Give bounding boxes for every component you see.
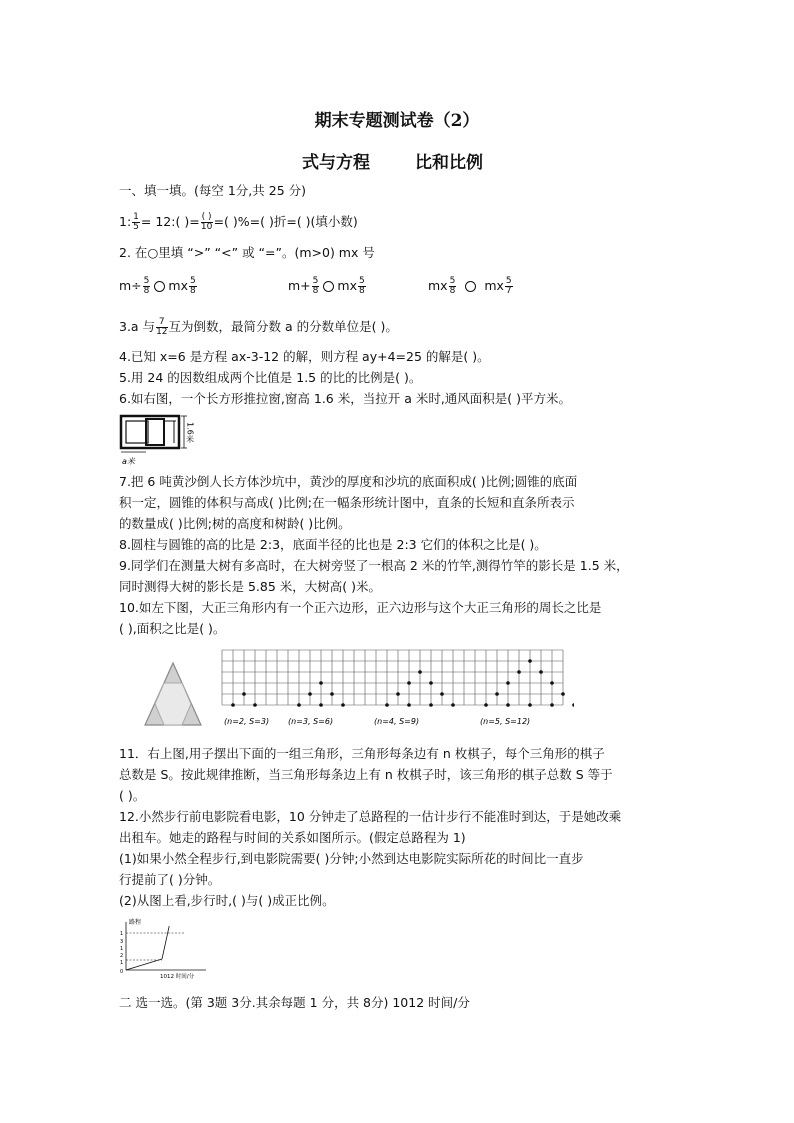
question-11-line-2: 总数是 S。按此规律推断，当三角形每条边上有 n 枚棋子时，该三角形的棋子总数 S 等于 [119,767,613,782]
graph-y-tick-3: 1 [120,946,124,952]
page-title: 期末专题测试卷（2） [314,111,480,131]
triangle-hexagon-figure [142,659,204,729]
chess-piece-dot [297,703,301,707]
chess-piece-dot [517,670,521,674]
graph-y-label: 路程 [129,919,142,926]
q2-compare-c: mx $\frac{5}{8}$ mx $\frac{5}{7}$ [428,276,512,296]
taxi-segment [162,926,169,959]
chess-piece-dot [385,703,389,707]
pattern-label-4: (n=5, S=12) [480,717,531,726]
chess-piece-dot [495,692,499,696]
chess-piece-dot [330,692,334,696]
question-8: 8.圆柱与圆锥的高的比是 2:3，底面半径的比也是 2:3 它们的体积之比是( )。 [119,537,547,552]
chess-piece-dot [341,703,345,707]
question-4: 4.已知 x=6 是方程 ax-3-12 的解，则方程 ay+4=25 的解是( )。 [119,349,490,364]
graph-x-label: 1012 时间/分 [160,974,195,980]
chess-piece-dot [418,670,422,674]
q3-fraction: $\frac{7}{12}$ [156,317,168,337]
section2-heading: 二 选一选。(第 3题 3分.其余每题 1 分，共 8分) 1012 时间/分 [119,995,470,1010]
question-9-line-1: 9.同学们在测量大树有多高时，在大树旁竖了一根高 2 米的竹竿,测得竹竿的影长是 1.5 米， [119,558,629,573]
question-7-line-3: 的数量成( )比例;树的高度和树龄( )比例。 [119,516,351,531]
chess-piece-dot [231,703,235,707]
graph-y-tick-5: 1 [120,960,124,966]
q1-fraction-2: $\frac{( )}{10}$ [200,212,213,232]
subtitle-ratio: 比和比例 [415,153,483,173]
question-12-line-4: 行提前了( )分钟。 [119,872,221,887]
question-3: 3.a 与 $\frac{7}{12}$ 互为倒数，最简分数 a 的分数单位是( )。 [119,317,398,337]
chess-piece-dot [308,692,312,696]
window-width-label: a米 [122,457,135,466]
chess-piece-dot [506,681,510,685]
chess-piece-dot [407,681,411,685]
question-12-line-1: 12.小然步行前电影院看电影，10 分钟走了总路程的一估计步行不能准时到达，于是她改乘 [119,809,622,824]
chess-piece-dot [319,681,323,685]
chess-piece-dot [440,692,444,696]
compare-circle[interactable] [154,281,165,292]
chess-piece-dot [506,703,510,707]
chess-piece-dot [319,703,323,707]
chess-piece-dot [550,703,554,707]
chess-piece-dot [396,692,400,696]
graph-y-tick-2: 3 [120,939,124,945]
pattern-label-2: (n=3, S=6) [288,717,334,726]
q1-fraction-1: $\frac{1}{5}$ [133,212,139,232]
graph-y-tick-4: 2 [120,953,124,959]
q2-compare-a: m÷ $\frac{5}{8}$ mx $\frac{5}{8}$ [119,276,196,296]
chess-piece-dot [242,692,246,696]
question-5: 5.用 24 的因数组成两个比值是 1.5 的比的比例是( )。 [119,370,422,385]
chess-piece-dot [484,703,488,707]
graph-y-tick-1: 1 [120,931,124,937]
q1-part1: 1: [119,214,132,229]
q1-part2: = 12:( )= [140,214,200,229]
question-12-line-3: (1)如果小然全程步行,到电影院需要( )分钟;小然到达电影院实际所花的时间比一直步 [119,851,584,866]
q2-compare-b: m+ $\frac{5}{8}$ mx $\frac{5}{8}$ [288,276,365,296]
chess-piece-dot [528,703,532,707]
question-7-line-1: 7.把 6 吨黄沙倒人长方体沙坑中，黄沙的厚度和沙坑的底面积成( )比例;圆锥的底面 [119,474,578,489]
distance-time-graph [118,916,210,980]
question-12-line-5: (2)从图上看,步行时,( )与( )成正比例。 [119,893,335,908]
question-12-line-2: 出租车。她走的路程与时间的关系如图所示。(假定总路程为 1) [119,830,466,845]
compare-circle[interactable] [465,281,476,292]
chess-piece-dot [253,703,257,707]
chess-piece-dot [550,681,554,685]
question-1 [119,212,358,232]
window-height-label: 1.6米 [185,422,195,443]
pattern-label-1: (n=2, S=3) [224,717,270,726]
question-2: 2. 在○里填 “>” “<” 或 “=”。(m>0) mx 号 [119,245,375,260]
chess-piece-dot [561,692,565,696]
chess-piece-dot [429,681,433,685]
chess-piece-dot [451,703,455,707]
question-9-line-2: 同时测得大树的影长是 5.85 米，大树高( )米。 [119,579,382,594]
q1-part3: =( )%=( )折=( )(填小数) [213,214,358,229]
chess-piece-dot [528,659,532,663]
question-7-line-2: 积一定，圆锥的体积与高成( )比例;在一幅条形统计图中，直条的长短和直条所表示 [119,495,575,510]
chess-piece-dot [429,703,433,707]
sliding-window-figure [118,412,198,468]
question-11-line-3: ( )。 [119,788,146,803]
section1-heading: 一、填一填。(每空 1分,共 25 分) [119,183,307,198]
chess-piece-dot [572,703,574,707]
question-11-line-1: 11．右上图,用子摆出下面的一组三角形，三角形每条边有 n 枚棋子，每个三角形的棋子 [119,746,605,761]
question-10-line-1: 10.如左下图，大正三角形内有一个正六边形，正六边形与这个大正三角形的周长之比是 [119,600,602,615]
dot-pattern-figure [218,648,574,730]
chess-piece-dot [539,670,543,674]
question-10-line-2: ( ),面积之比是( )。 [119,621,226,636]
graph-y-tick-6: 0 [120,969,124,975]
compare-circle[interactable] [323,281,334,292]
chess-piece-dot [407,703,411,707]
question-6: 6.如右图，一个长方形推拉窗,窗高 1.6 米，当拉开 a 米时,通风面积是( )平方米。 [119,391,572,406]
walk-segment [126,959,162,970]
pattern-label-3: (n=4, S=9) [374,717,420,726]
subtitle-equations: 式与方程 [302,153,370,173]
